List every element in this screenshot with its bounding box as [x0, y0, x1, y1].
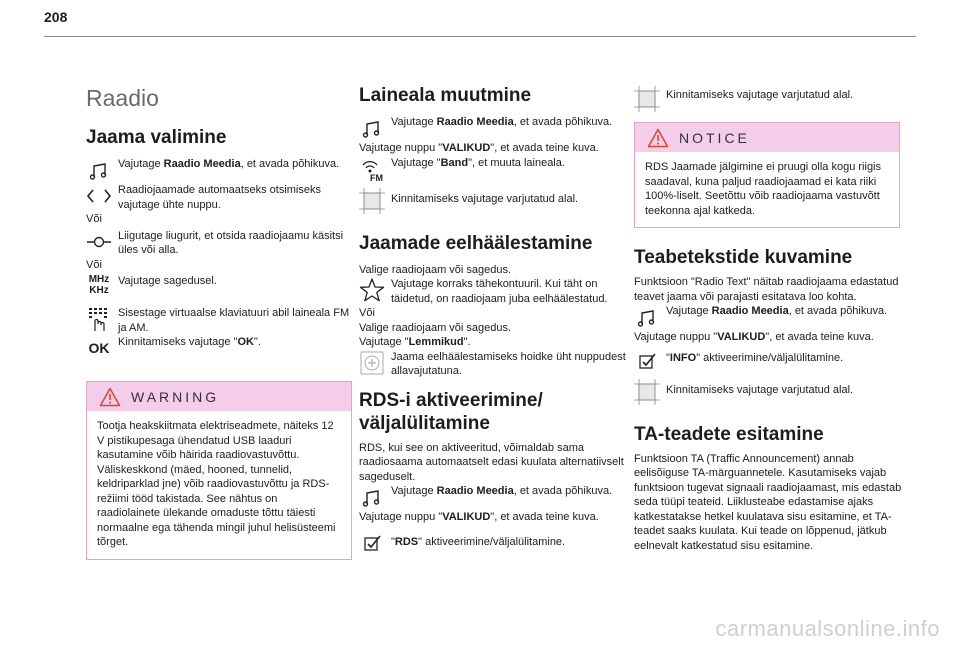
- step-open-radio: [359, 115, 627, 141]
- step-ok: [86, 335, 354, 361]
- step-text: Valige raadiojaam või sagedus.: [359, 263, 512, 276]
- step-text: Sisestage virtuaalse klaviatuuri abil laineala FM ja AM.: [118, 307, 350, 334]
- ok-icon: OK: [88, 340, 110, 356]
- step-text: Kinnitamiseks vajutage varjutatud alal.: [666, 383, 854, 396]
- step-text: Valige raadiojaam või sagedus.: [359, 321, 512, 334]
- step-text: Vajutage korraks tähekontuuril. Kui täht on täidetud, on raadiojaam juba eelhäälestatud.: [391, 278, 608, 305]
- step-auto-search: [86, 183, 354, 212]
- checkbox-icon: [634, 347, 660, 373]
- music-note-icon: [634, 304, 660, 330]
- step-band: [359, 156, 627, 182]
- step-text: Kinnitamiseks vajutage "OK".: [118, 336, 261, 348]
- music-note-icon: [86, 157, 112, 183]
- step-confirm: [634, 86, 902, 112]
- or-text: Või: [86, 213, 102, 225]
- step-slider: [86, 229, 354, 258]
- step-text: Vajutage nuppu "VALIKUD", et avada teine kuva.: [634, 331, 874, 343]
- step-text: Raadiojaamade automaatseks otsimiseks vajutage ühte nuppu.: [118, 184, 321, 211]
- heading-rds: RDS-i aktiveerimine/ väljalülitamine: [359, 389, 543, 434]
- step-text: "RDS" aktiveerimine/väljalülitamine.: [391, 535, 566, 548]
- shaded-area-icon: [634, 86, 660, 112]
- step-text: Vajutage "Band", et muuta laineala.: [391, 156, 565, 169]
- step-text: Funktsioon TA (Traffic Announcement) annab eelisõiguse TA-märguannetele. Kasutamiseks vajab funktsioon tugevat signaali raadiojaamast, mis edastab seda tüüpi teateid. Liiklusteabe edastamise ajaks katkestatakse hetkel kuulatava sisu esitamine, et TA-teadet saaks kuulata. Kui teade on lõppenud, jätkub eelnevalt katkestatud sisu esitamine.: [634, 452, 902, 552]
- step-text: RDS, kui see on aktiveeritud, võimaldab sama raadiosaama automaatselt edasi kuulata alternatiivselt sageduselt.: [359, 441, 624, 483]
- step-keyboard: [86, 306, 354, 335]
- step-text: Funktsioon "Radio Text" näitab raadiojaama edastatud teavet jaama või parajasti esitatava loo kohta.: [634, 276, 899, 303]
- warning-header: [87, 382, 351, 411]
- step-frequency: [86, 274, 354, 300]
- step-star: [359, 277, 627, 306]
- warning-box: [86, 381, 352, 560]
- chevron-left-right-icon: [86, 183, 112, 209]
- step-info-toggle: [634, 347, 902, 373]
- warning-icon: [647, 128, 669, 148]
- column-3: [634, 78, 902, 553]
- top-divider: [44, 36, 916, 37]
- step-text: Vajutage Raadio Meedia, et avada põhikuva.: [666, 305, 888, 317]
- column-1: [86, 78, 354, 560]
- heading-radio-text: Teabetekstide kuvamine: [634, 247, 853, 268]
- warning-text: Tootja heakskiitmata elektriseadmete, näiteks 12 V pistikupesaga ühendatud USB laaduri kasutamine võib häirida raadiovastuvõttu. Väliskeskkond (mäed, hooned, tunnelid, keldriparklad jne) võib raadiovastuvõttu ja RDS-režiimi tööd takistada. See nähtus on raadiolainete ülekande omaduste tõttu täiesti normaalne ega tähenda mingil juhul helisüsteemi tõrget.: [97, 420, 336, 548]
- warning-title: WARNING: [131, 388, 220, 405]
- step-text: Vajutage nuppu "VALIKUD", et avada teine kuva.: [359, 511, 599, 523]
- step-confirm: [634, 379, 902, 405]
- step-confirm: [359, 188, 627, 214]
- radio-fm-icon: [359, 156, 385, 182]
- heading-band-change: Laineala muutmine: [359, 85, 532, 106]
- step-hold: [359, 350, 627, 379]
- heading-preset: Jaamade eelhäälestamine: [359, 232, 593, 254]
- heading-ta: TA-teadete esitamine: [634, 423, 824, 445]
- or-text: Või: [359, 307, 375, 319]
- step-text: Vajutage sagedusel.: [118, 275, 217, 287]
- step-rds-toggle: [359, 529, 627, 555]
- music-note-icon: [359, 115, 385, 141]
- shaded-area-icon: [359, 188, 385, 214]
- notice-title: NOTICE: [679, 129, 750, 146]
- star-icon: [359, 277, 385, 303]
- step-text: Kinnitamiseks vajutage varjutatud alal.: [666, 89, 854, 101]
- checkbox-icon: [359, 529, 385, 555]
- page-number: 208: [44, 9, 68, 25]
- step-text: Kinnitamiseks vajutage varjutatud alal.: [391, 192, 579, 205]
- shaded-area-icon: [634, 379, 660, 405]
- music-note-icon: [359, 484, 385, 510]
- watermark: carmanualsonline.info: [715, 616, 940, 641]
- step-text: Liigutage liugurit, et otsida raadiojaamu käsitsi üles või alla.: [118, 229, 344, 256]
- section-title: Raadio: [86, 85, 159, 111]
- step-text: Vajutage Raadio Meedia, et avada põhikuva.: [391, 485, 613, 497]
- step-open-radio: [634, 304, 902, 330]
- column-2: [359, 78, 627, 555]
- step-text: Vajutage Raadio Meedia, et avada põhikuva.: [391, 116, 613, 128]
- step-open-radio: [86, 157, 354, 183]
- step-open-radio: [359, 484, 627, 510]
- svg-text:FM: FM: [370, 172, 383, 182]
- step-text: Vajutage nuppu "VALIKUD", et avada teine kuva.: [359, 142, 599, 154]
- keyboard-touch-icon: [86, 306, 112, 332]
- add-preset-icon: [359, 350, 385, 376]
- notice-box: [634, 122, 900, 228]
- slider-icon: [86, 229, 112, 255]
- notice-header: [635, 123, 899, 152]
- notice-text: RDS Jaamade jälgimine ei pruugi olla kogu riigis saadaval, kuna paljud raadiojaamad ei kata riiki 100%-liselt. Seetõttu võib raadiojaama vastuvõtt teekonna ajal katkeda.: [645, 161, 882, 217]
- frequency-icon: MHz KHz: [88, 274, 110, 296]
- warning-icon: [99, 387, 121, 407]
- heading-station-select: Jaama valimine: [86, 127, 227, 148]
- step-text: Vajutage "Lemmikud".: [359, 336, 471, 348]
- step-text: Jaama eelhäälestamiseks hoidke üht nuppudest allavajutatuna.: [391, 350, 626, 377]
- step-text: "INFO" aktiveerimine/väljalülitamine.: [666, 351, 844, 364]
- step-text: Vajutage Raadio Meedia, et avada põhikuva.: [118, 158, 340, 170]
- or-text: Või: [86, 258, 102, 271]
